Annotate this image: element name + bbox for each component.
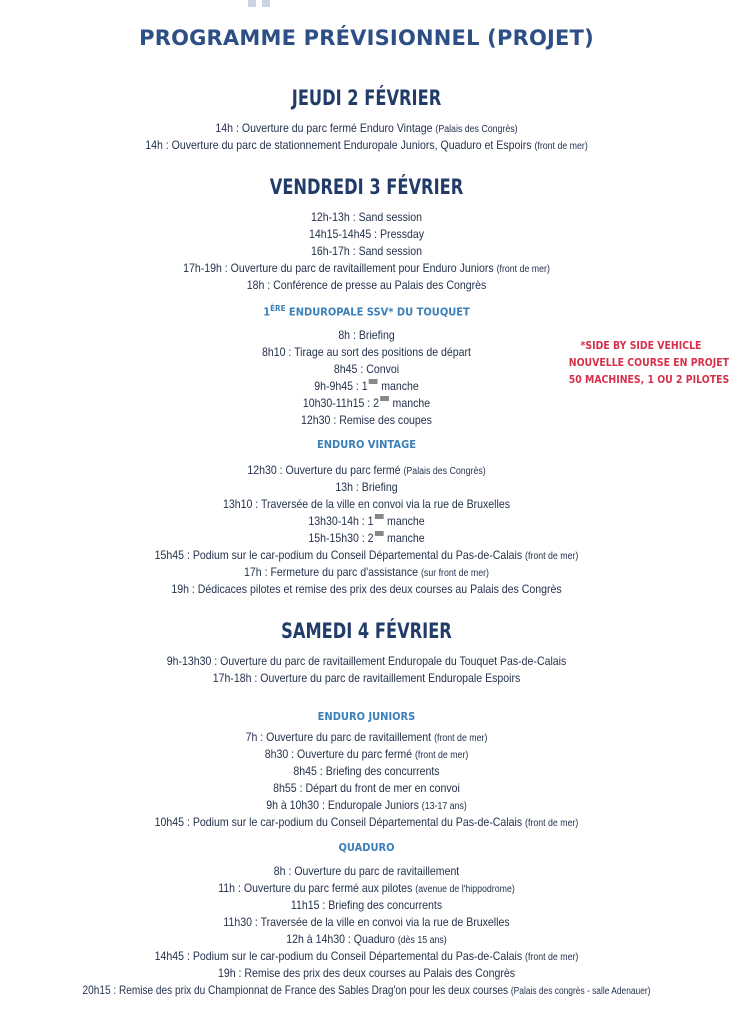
schedule-line: 8h : Briefing xyxy=(338,328,395,342)
section-title-enduro-juniors: ENDURO JUNIORS xyxy=(317,710,416,723)
schedule-line: 17h-18h : Ouverture du parc de ravitaillement Enduropale Espoirs xyxy=(212,671,521,685)
section-title-quaduro: QUADURO xyxy=(338,841,395,854)
schedule-line: 14h : Ouverture du parc de stationnement Enduropale Juniors, Quaduro et Espoirs (front de mer) xyxy=(145,138,588,152)
schedule-line: 9h à 10h30 : Enduropale Juniors (13-17 ans) xyxy=(266,798,467,812)
ordinal-mark xyxy=(374,531,383,536)
schedule-line: 17h-19h : Ouverture du parc de ravitaillement pour Enduro Juniors (front de mer) xyxy=(183,261,550,275)
schedule-line: 12h-13h : Sand session xyxy=(311,210,422,224)
schedule-line: 12h30 : Remise des coupes xyxy=(301,413,432,427)
schedule-line: 14h : Ouverture du parc fermé Enduro Vintage (Palais des Congrès) xyxy=(215,121,518,135)
schedule-line: 19h : Dédicaces pilotes et remise des prix des deux courses au Palais des Congrès xyxy=(171,582,562,596)
section-title-enduro-vintage: ENDURO VINTAGE xyxy=(317,438,416,451)
schedule-line: 8h55 : Départ du front de mer en convoi xyxy=(273,781,460,795)
schedule-line: 8h30 : Ouverture du parc fermé (front de mer) xyxy=(264,747,469,761)
schedule-line: 17h : Fermeture du parc d'assistance (sur front de mer) xyxy=(244,565,489,579)
logo-fragment xyxy=(248,0,288,6)
schedule-line: 12h à 14h30 : Quaduro (dès 15 ans) xyxy=(286,932,447,946)
schedule-line: 8h10 : Tirage au sort des positions de départ xyxy=(261,345,471,359)
schedule-line: 16h-17h : Sand session xyxy=(311,244,422,258)
schedule-line: 10h45 : Podium sur le car-podium du Conseil Départemental du Pas-de-Calais (front de mer) xyxy=(154,815,579,829)
schedule-line: 9h-13h30 : Ouverture du parc de ravitaillement Enduropale du Touquet Pas-de-Calais xyxy=(166,654,567,668)
day-title-samedi: SAMEDI 4 FÉVRIER xyxy=(281,619,452,643)
schedule-line: 11h : Ouverture du parc fermé aux pilotes (avenue de l'hippodrome) xyxy=(218,881,515,895)
schedule-line: 8h : Ouverture du parc de ravitaillement xyxy=(273,864,460,878)
page-title: PROGRAMME PRÉVISIONNEL (PROJET) xyxy=(139,26,594,50)
schedule-line: 8h45 : Convoi xyxy=(333,362,400,376)
schedule-line: 11h15 : Briefing des concurrents xyxy=(290,898,443,912)
ordinal-mark xyxy=(374,514,383,519)
schedule-line: 15h45 : Podium sur le car-podium du Conseil Départemental du Pas-de-Calais (front de mer) xyxy=(154,548,579,562)
schedule-line: 7h : Ouverture du parc de ravitaillement (front de mer) xyxy=(245,730,488,744)
schedule-line: 20h15 : Remise des prix du Championnat de France des Sables Drag'on pour les deux courses (Palais des congrès - salle Adenauer) xyxy=(82,983,651,997)
schedule-line: 13h30-14h : 1 manche xyxy=(308,514,425,528)
day-title-vendredi: VENDREDI 3 FÉVRIER xyxy=(269,175,464,199)
schedule-line: 11h30 : Traversée de la ville en convoi via la rue de Bruxelles xyxy=(223,915,510,929)
schedule-line: 12h30 : Ouverture du parc fermé (Palais des Congrès) xyxy=(247,463,486,477)
ssv-side-note: *SIDE BY SIDE VEHICLE NOUVELLE COURSE EN PROJET 50 MACHINES, 1 OU 2 PILOTES xyxy=(568,339,730,386)
schedule-line: 13h : Briefing xyxy=(335,480,398,494)
schedule-line: 8h45 : Briefing des concurrents xyxy=(293,764,440,778)
schedule-line: 14h45 : Podium sur le car-podium du Conseil Départemental du Pas-de-Calais (front de mer) xyxy=(154,949,579,963)
schedule-line: 19h : Remise des prix des deux courses au Palais des Congrès xyxy=(217,966,516,980)
day-title-jeudi: JEUDI 2 FÉVRIER xyxy=(291,86,442,110)
schedule-line: 10h30-11h15 : 2 manche xyxy=(302,396,431,410)
schedule-line: 18h : Conférence de presse au Palais des Congrès xyxy=(246,278,487,292)
schedule-line: 13h10 : Traversée de la ville en convoi via la rue de Bruxelles xyxy=(222,497,511,511)
schedule-line: 9h-9h45 : 1 manche xyxy=(314,379,419,393)
schedule-line: 15h-15h30 : 2 manche xyxy=(308,531,425,545)
ordinal-mark xyxy=(369,379,378,384)
ordinal-mark xyxy=(380,396,389,401)
schedule-line: 14h15-14h45 : Pressday xyxy=(308,227,425,241)
section-title-ssv: 1ÈRE ENDUROPALE SSV* DU TOUQUET xyxy=(263,304,470,319)
